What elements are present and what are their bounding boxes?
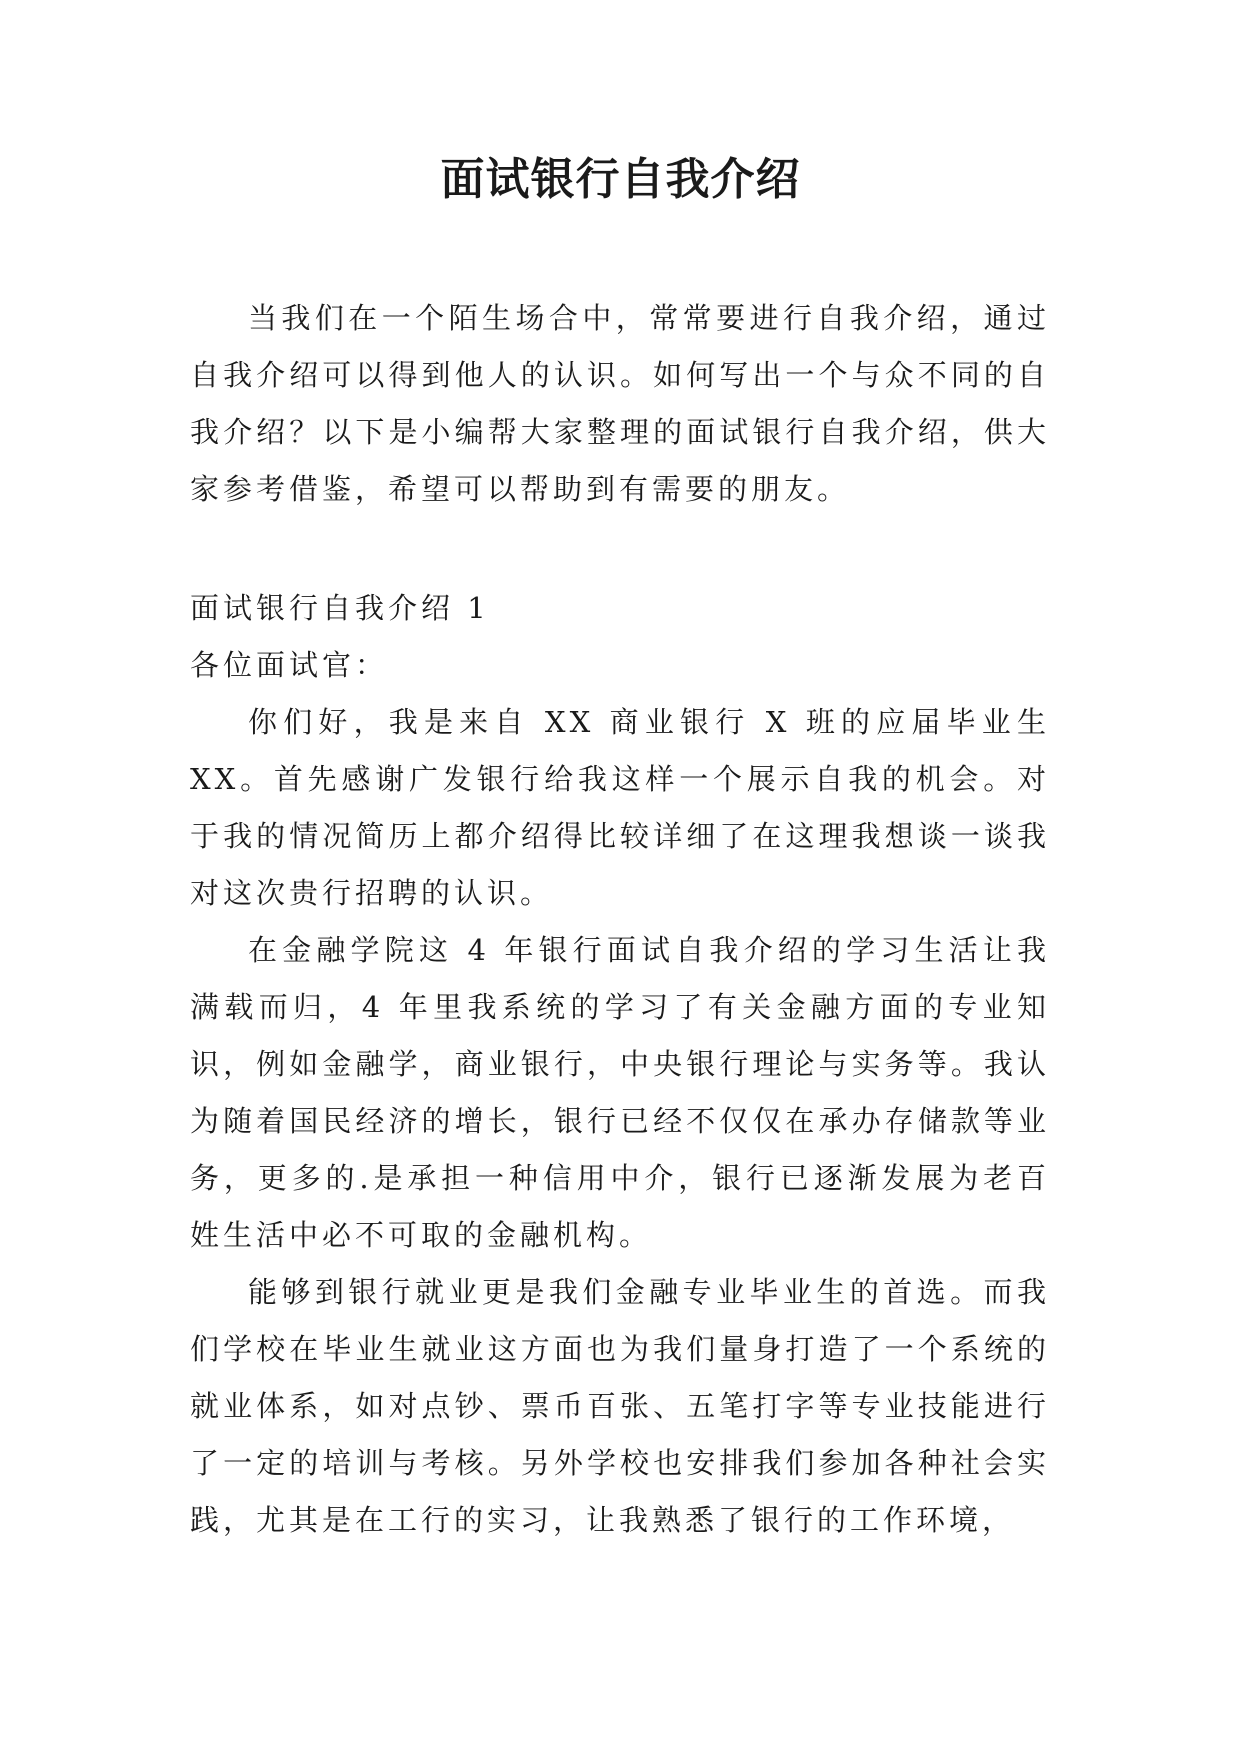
- salutation: 各位面试官：: [190, 648, 389, 682]
- body-paragraph: 在金融学院这 4 年银行面试自我介绍的学习生活让我满载而归，4 年里我系统的学习了有关金融方面的专业知识，例如金融学，商业银行，中央银行理论与实务等。我认为随着国民经济的增长，银行已经不仅仅在承办存储款等业务，更多的.是承担一种信用中介，银行已逐渐发展为老百姓生活中必不可取的金融机构。: [190, 933, 1050, 1252]
- section-heading: 面试银行自我介绍 1: [190, 591, 490, 625]
- document-title: 面试银行自我介绍: [440, 154, 801, 205]
- section-1: [190, 580, 1050, 1549]
- body-paragraph: 能够到银行就业更是我们金融专业毕业生的首选。而我们学校在毕业生就业这方面也为我们量身打造了一个系统的就业体系，如对点钞、票币百张、五笔打字等专业技能进行了一定的培训与考核。另外学校也安排我们参加各种社会实践，尤其是在工行的实习，让我熟悉了银行的工作环境，: [190, 1275, 1050, 1537]
- body-paragraph: 你们好，我是来自 XX 商业银行 X 班的应届毕业生 XX。首先感谢广发银行给我这样一个展示自我的机会。对于我的情况简历上都介绍得比较详细了在这理我想谈一谈我对这次贵行招聘的认识。: [190, 705, 1050, 910]
- intro-paragraph: 当我们在一个陌生场合中，常常要进行自我介绍，通过自我介绍可以得到他人的认识。如何写出一个与众不同的自我介绍？以下是小编帮大家整理的面试银行自我介绍，供大家参考借鉴，希望可以帮助到有需要的朋友。: [190, 301, 1050, 506]
- intro-block: [190, 290, 1050, 518]
